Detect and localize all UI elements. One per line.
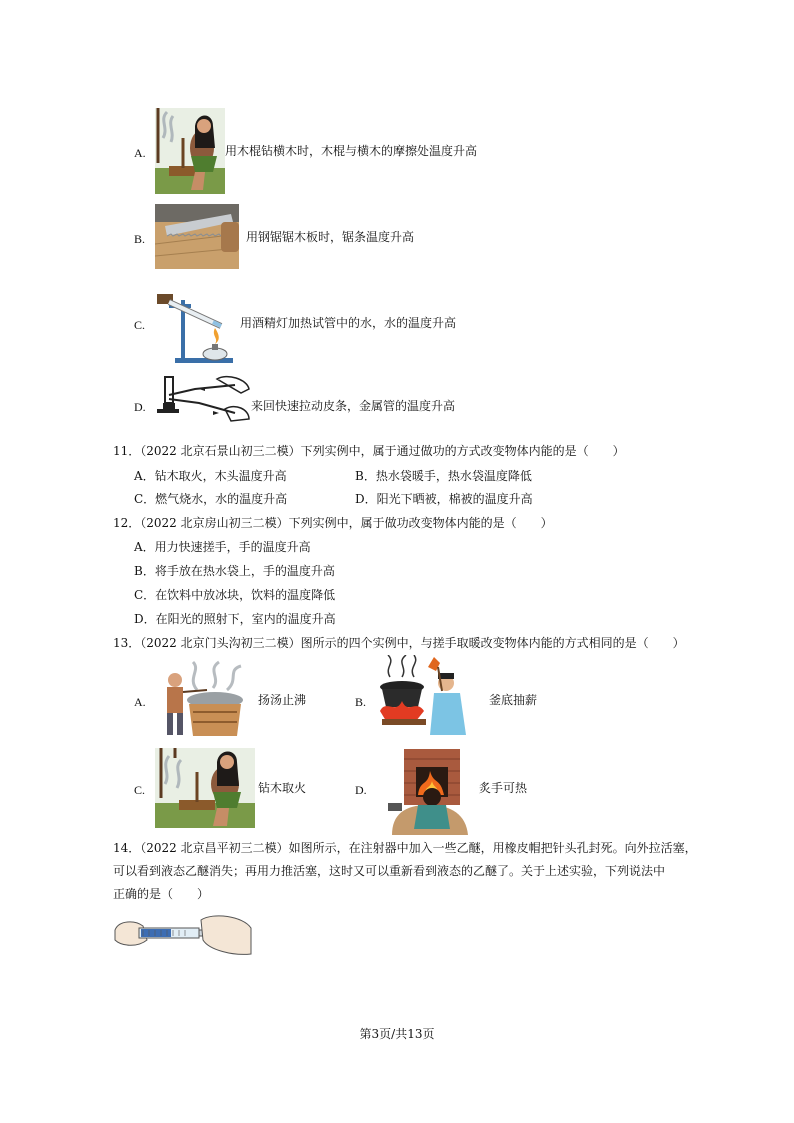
option-text: 钻木取火 <box>258 781 307 795</box>
option-text: 釜底抽薪 <box>489 693 538 707</box>
warm-hands-fire-figure-icon <box>382 745 474 835</box>
option-b: B．热水袋暖手，热水袋温度降低 <box>355 469 532 483</box>
option-text: 用木棍钻横木时，木棍与横木的摩擦处温度升高 <box>225 144 478 158</box>
option-text: 用钢锯锯木板时，锯条温度升高 <box>246 230 415 244</box>
option-text: 用酒精灯加热试管中的水，水的温度升高 <box>240 316 457 330</box>
option-letter: C. <box>134 783 146 797</box>
option-d: D．在阳光的照射下，室内的温度升高 <box>134 612 336 626</box>
question-stem: 12．（2022 北京房山初三二模）下列实例中，属于做功改变物体内能的是（ ） <box>113 516 553 530</box>
drill-wood-fire-figure-icon <box>155 108 225 194</box>
option-letter: B. <box>134 232 146 246</box>
option-letter: C. <box>134 318 146 332</box>
option-a: A．用力快速搓手，手的温度升高 <box>134 540 311 554</box>
option-text: 扬汤止沸 <box>258 693 307 707</box>
question-stem: 11．（2022 北京石景山初三二模）下列实例中，属于通过做功的方式改变物体内能的是（ ） <box>113 444 625 458</box>
question-stem: 13．（2022 北京门头沟初三二模）图所示的四个实例中，与搓手取暖改变物体内能的方式相同的是（ ） <box>113 636 685 650</box>
saw-wood-board-icon <box>155 204 239 269</box>
option-a: A．钻木取火，木头温度升高 <box>134 469 287 483</box>
remove-firewood-figure-icon <box>376 655 476 740</box>
scoop-soup-figure-icon <box>157 660 247 740</box>
question-stem-line-1: 14．（2022 北京昌平初三二模）如图所示，在注射器中加入一些乙醚，用橡皮帽把针头孔封死。向外拉活塞， <box>113 841 697 855</box>
option-letter: B. <box>355 695 367 709</box>
option-text: 炙手可热 <box>479 781 528 795</box>
option-letter: D. <box>355 783 367 797</box>
option-b: B．将手放在热水袋上，手的温度升高 <box>134 564 335 578</box>
option-letter: A. <box>134 146 146 160</box>
option-c: C．在饮料中放冰块，饮料的温度降低 <box>134 588 336 602</box>
option-d: D．阳光下晒被，棉被的温度升高 <box>355 492 533 506</box>
question-stem-line-2: 可以看到液态乙醚消失；再用力推活塞，这时又可以重新看到液态的乙醚了。关于上述实验，下列说法中 <box>113 864 666 878</box>
page-number: 第3页/共13页 <box>359 1027 435 1041</box>
alcohol-lamp-test-tube-icon <box>155 286 235 366</box>
drill-wood-fire-figure-icon <box>155 748 255 828</box>
option-c: C．燃气烧水，水的温度升高 <box>134 492 288 506</box>
syringe-hands-icon <box>113 910 253 956</box>
option-letter: A. <box>134 695 146 709</box>
option-text: 来回快速拉动皮条，金属管的温度升高 <box>251 399 456 413</box>
question-stem-line-3: 正确的是（ ） <box>113 887 210 901</box>
metal-tube-leather-strap-icon <box>155 373 252 423</box>
option-letter: D. <box>134 400 146 414</box>
